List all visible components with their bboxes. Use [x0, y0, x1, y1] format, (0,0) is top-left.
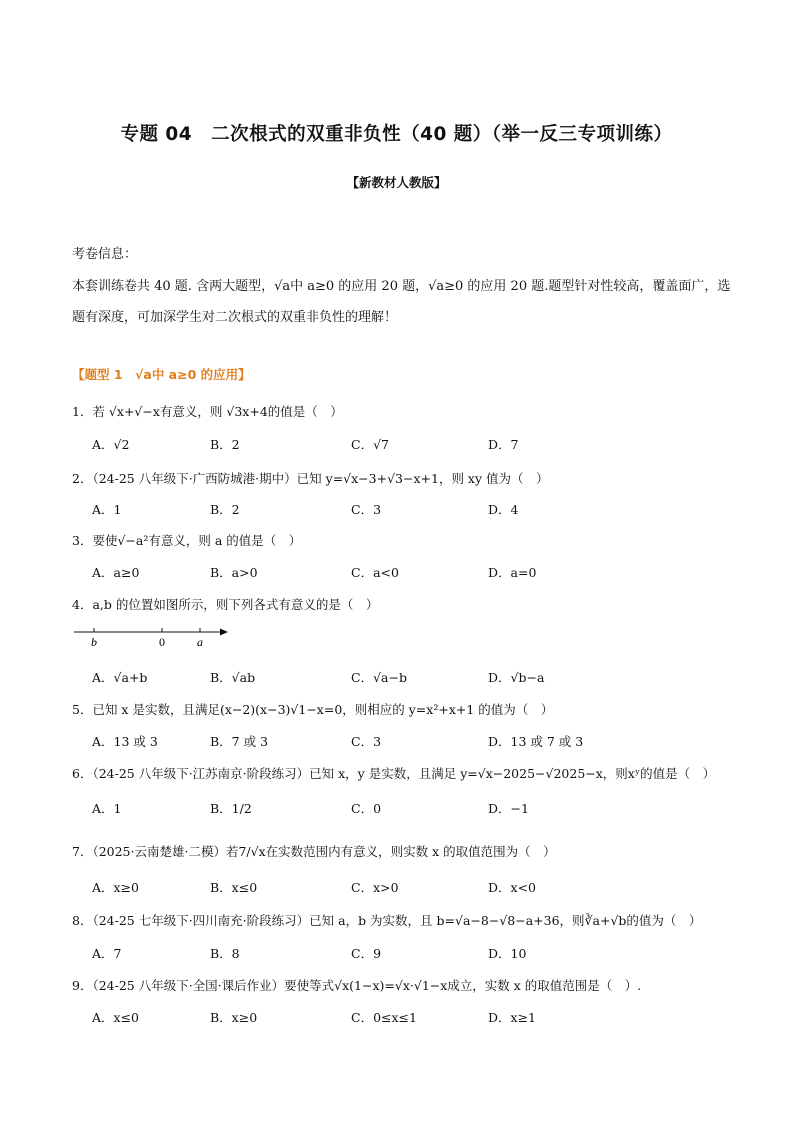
option-b: B．x≥0 — [210, 1010, 258, 1025]
option-a: A．√2 — [92, 437, 130, 452]
question-6: 6．（24-25 八年级下·江苏南京·阶段练习）已知 x，y 是实数，且满足 y=√x−2025−√2025−x，则xʸ的值是（ ） — [72, 766, 716, 781]
option-b: B．7 或 3 — [210, 734, 269, 749]
option-d: D．√b−a — [488, 670, 545, 685]
label-zero: 0 — [159, 635, 165, 649]
option-a: A．√a+b — [92, 670, 148, 685]
option-d: D．13 或 7 或 3 — [488, 734, 584, 749]
option-b: B．a>0 — [210, 565, 258, 580]
question-4: 4．a,b 的位置如图所示，则下列各式有意义的是（ ） — [72, 597, 379, 612]
label-a: a — [197, 635, 203, 649]
option-c: C．√7 — [351, 437, 389, 452]
option-d: D．4 — [488, 502, 519, 517]
option-c: C．x>0 — [351, 880, 399, 895]
question-8: 8．（24-25 七年级下·四川南充·阶段练习）已知 a，b 为实数，且 b=√a−8−√8−a+36，则∛a+√b的值为（ ） — [72, 913, 702, 928]
option-c: C．9 — [351, 946, 382, 961]
question-5: 5．已知 x 是实数，且满足(x−2)(x−3)√1−x=0，则相应的 y=x²+x+1 的值为（ ） — [72, 702, 554, 717]
option-d: D．a=0 — [488, 565, 537, 580]
question-9: 9．（24-25 八年级下·全国·课后作业）要使等式√x(1−x)=√x·√1−x成立，实数 x 的取值范围是（ ）. — [72, 978, 642, 993]
option-b: B．√ab — [210, 670, 256, 685]
option-d: D．10 — [488, 946, 527, 961]
option-b: B．2 — [210, 502, 240, 517]
option-a: A．13 或 3 — [92, 734, 158, 749]
option-d: D．7 — [488, 437, 519, 452]
question-1: 1．若 √x+√−x有意义，则 √3x+4的值是（ ） — [72, 404, 343, 419]
option-a: A．a≥0 — [92, 565, 140, 580]
option-a: A．x≥0 — [92, 880, 140, 895]
number-line-figure — [72, 624, 232, 650]
info-text: 本套训练卷共 40 题. 含两大题型，√a中 a≥0 的应用 20 题，√a≥0 的应用 20 题.题型针对性较高，覆盖面广，选题有深度，可加深学生对二次根式的双重非负性的理解！ — [72, 279, 731, 325]
option-c: C．a<0 — [351, 565, 399, 580]
question-2: 2．（24-25 八年级下·广西防城港·期中）已知 y=√x−3+√3−x+1，则 xy 值为（ ） — [72, 471, 549, 486]
option-c: C．3 — [351, 734, 382, 749]
option-c: C．√a−b — [351, 670, 407, 685]
question-7: 7．（2025·云南楚雄·二模）若7/√x在实数范围内有意义，则实数 x 的取值范围为（ ） — [72, 844, 556, 859]
option-b: B．2 — [210, 437, 240, 452]
option-d: D．x<0 — [488, 880, 536, 895]
option-b: B．1/2 — [210, 801, 252, 816]
option-d: D．−1 — [488, 801, 529, 816]
option-a: A．x≤0 — [92, 1010, 140, 1025]
option-b: B．8 — [210, 946, 240, 961]
info-label: 考卷信息： — [72, 247, 138, 262]
option-a: A．7 — [92, 946, 122, 961]
section-title-type-1: 【题型 1 √a中 a≥0 的应用】 — [72, 367, 251, 382]
option-c: C．0≤x≤1 — [351, 1010, 417, 1025]
option-c: C．0 — [351, 801, 382, 816]
label-b: b — [91, 635, 97, 649]
option-c: C．3 — [351, 502, 382, 517]
page-title: 专题 04 二次根式的双重非负性（40 题）（举一反三专项训练） — [120, 124, 673, 145]
option-d: D．x≥1 — [488, 1010, 536, 1025]
option-b: B．x≤0 — [210, 880, 258, 895]
page-subtitle: 【新教材人教版】 — [346, 175, 447, 190]
number-line-arrow — [220, 629, 228, 636]
option-a: A．1 — [92, 801, 122, 816]
option-a: A．1 — [92, 502, 122, 517]
question-3: 3．要使√−a²有意义，则 a 的值是（ ） — [72, 533, 302, 548]
